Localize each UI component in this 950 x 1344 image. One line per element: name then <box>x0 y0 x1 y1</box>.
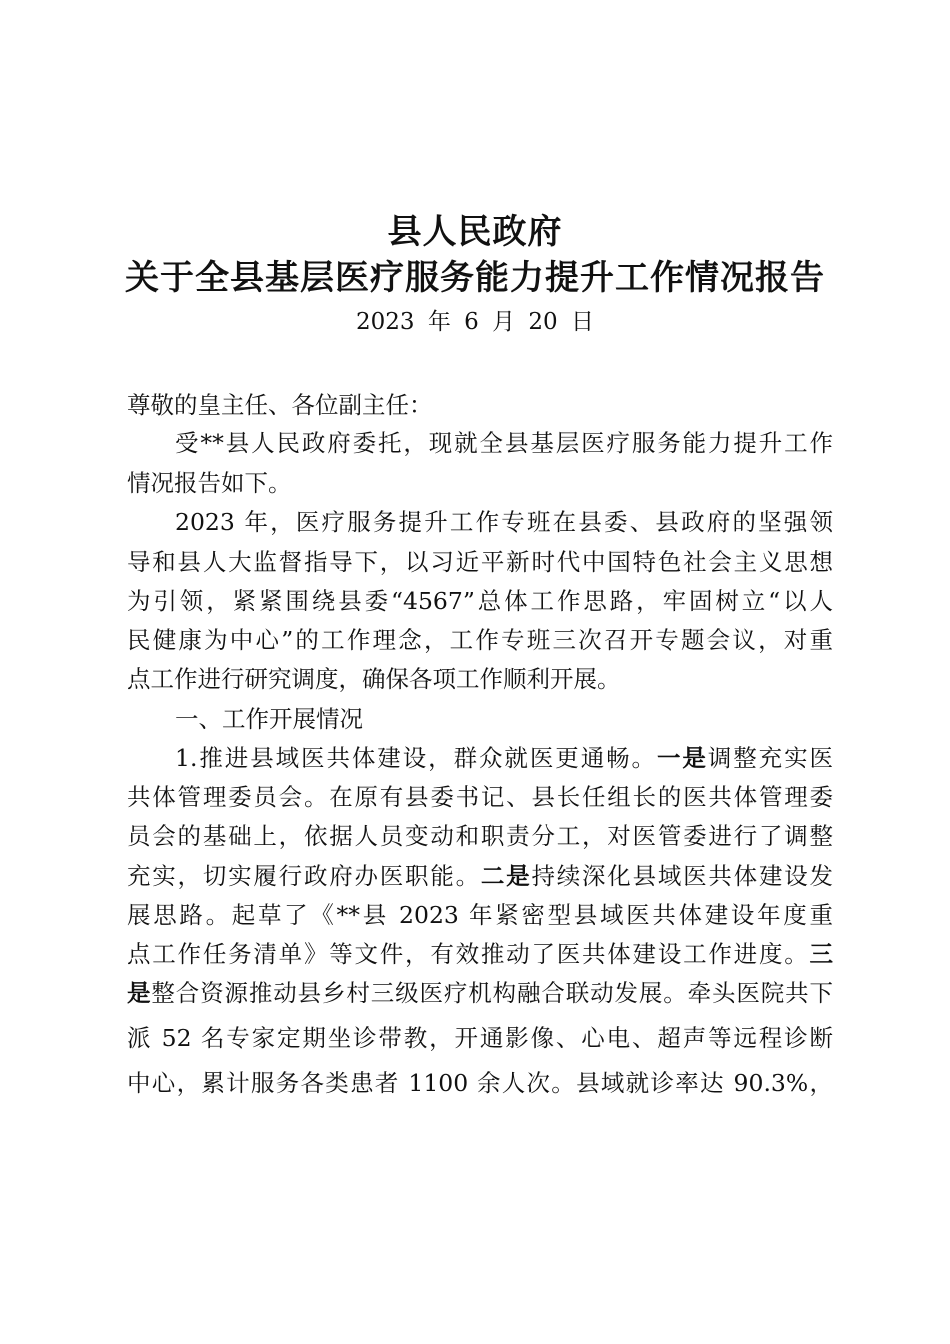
body-line <box>127 938 833 970</box>
keyword-third-part2: 是 <box>127 979 152 1007</box>
body-line: 展思路。起草了《**县 2023 年紧密型县域医共体建设年度重 <box>127 901 833 929</box>
title-line-2: 关于全县基层医疗服务能力提升工作情况报告 <box>125 258 825 298</box>
body-text: 点工作任务清单》等文件，有效推动了医共体建设工作进度。 <box>127 940 810 968</box>
keyword-third-part1: 三 <box>809 940 833 968</box>
body-line: 2023 年，医疗服务提升工作专班在县委、县政府的坚强领 <box>175 508 833 536</box>
body-line <box>127 860 833 892</box>
body-line <box>175 742 833 774</box>
title-line-1: 县人民政府 <box>387 212 563 252</box>
report-date: 2023 年 6 月 20 日 <box>356 309 594 335</box>
keyword-second: 二是 <box>480 862 532 890</box>
body-line <box>127 977 833 1009</box>
salutation: 尊敬的皇主任、各位副主任： <box>127 391 433 419</box>
body-line: 共体管理委员会。在原有县委书记、县长任组长的医共体管理委 <box>127 783 833 811</box>
body-text: 调整充实医 <box>707 744 833 772</box>
body-line: 为引领，紧紧围绕县委“4567”总体工作思路，牢固树立“以人 <box>127 587 833 615</box>
body-line: 点工作进行研究调度，确保各项工作顺利开展。 <box>127 665 621 693</box>
body-text: 充实，切实履行政府办医职能。 <box>127 862 481 890</box>
section-heading: 一、工作开展情况 <box>175 705 363 733</box>
body-line: 导和县人大监督指导下，以习近平新时代中国特色社会主义思想 <box>127 548 833 576</box>
body-line: 情况报告如下。 <box>127 469 292 497</box>
body-line: 员会的基础上，依据人员变动和职责分工，对医管委进行了调整 <box>127 822 833 850</box>
body-line: 民健康为中心”的工作理念，工作专班三次召开专题会议，对重 <box>127 626 833 654</box>
keyword-first: 一是 <box>656 744 708 772</box>
body-line: 受**县人民政府委托，现就全县基层医疗服务能力提升工作 <box>175 429 833 457</box>
body-line: 中心，累计服务各类患者 1100 余人次。县域就诊率达 90.3%， <box>127 1069 833 1097</box>
subheading-text: 1.推进县域医共体建设，群众就医更通畅。 <box>175 744 657 772</box>
body-text: 持续深化县域医共体建设发 <box>531 862 833 890</box>
body-line: 派 52 名专家定期坐诊带教，开通影像、心电、超声等远程诊断 <box>127 1024 833 1052</box>
body-text: 整合资源推动县乡村三级医疗机构融合联动发展。牵头医院共下 <box>151 979 833 1007</box>
